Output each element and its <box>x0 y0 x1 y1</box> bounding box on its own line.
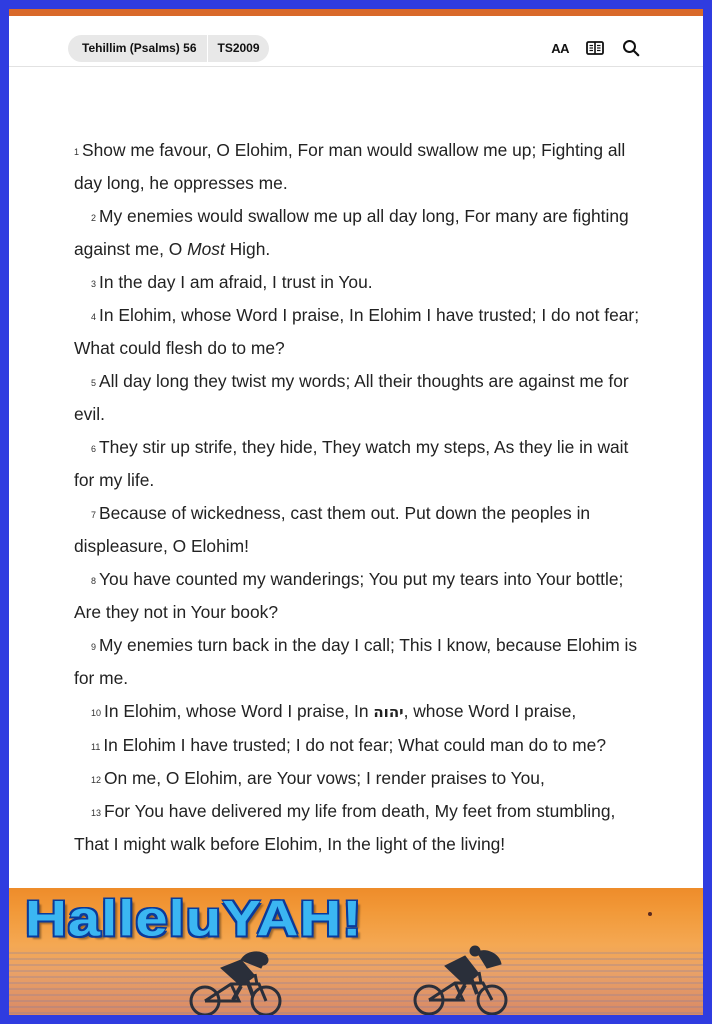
verse-number: 11 <box>91 742 101 752</box>
reference-pill <box>68 35 269 62</box>
halleluyah-banner <box>9 888 703 1015</box>
accent-strip <box>9 9 703 16</box>
verse-text: My enemies would swallow me up all day long, For many are fighting against me, O <box>74 206 629 259</box>
verse-text: High. <box>224 239 271 259</box>
verse-text: In Elohim, whose Word I praise, In <box>104 701 374 721</box>
verse <box>74 365 644 431</box>
verse-text: All day long they twist my words; All their thoughts are against me for evil. <box>74 371 629 424</box>
verse <box>74 795 644 861</box>
verse-number: 3 <box>91 279 97 289</box>
verse-number: 1 <box>74 147 80 157</box>
verse <box>74 629 644 695</box>
verse-text: Show me favour, O Elohim, For man would swallow me up; Fighting all day long, he oppresses me. <box>74 140 626 193</box>
verse-text: They stir up strife, they hide, They watch my steps, As they lie in wait for my life. <box>74 437 629 490</box>
verse-text: , whose Word I praise, <box>403 701 577 721</box>
verse-text: You have counted my wanderings; You put my tears into Your bottle; Are they not in Your book? <box>74 569 624 622</box>
toolbar-actions <box>551 38 641 58</box>
verse-number: 4 <box>91 312 97 322</box>
verse-number: 5 <box>91 378 97 388</box>
verse-italic-text: Most <box>187 239 225 259</box>
verse-text: On me, O Elohim, are Your vows; I render praises to You, <box>104 768 545 788</box>
divine-name: יהוה <box>373 703 404 721</box>
verse <box>74 497 644 563</box>
reader-frame <box>9 9 703 1015</box>
verse-text: My enemies turn back in the day I call; This I know, because Elohim is for me. <box>74 635 638 688</box>
text-size-icon[interactable]: AA <box>551 40 569 56</box>
verse <box>74 266 644 299</box>
reader-toolbar <box>9 16 703 67</box>
verse <box>74 695 644 729</box>
verse-number: 7 <box>91 510 97 520</box>
book-layout-icon[interactable] <box>585 38 605 58</box>
verse-text: In Elohim I have trusted; I do not fear; What could man do to me? <box>103 735 607 755</box>
verse-number: 8 <box>91 576 97 586</box>
verse-number: 13 <box>91 808 102 818</box>
verse-number: 6 <box>91 444 97 454</box>
verse-number: 12 <box>91 775 102 785</box>
verse <box>74 200 644 266</box>
verse <box>74 563 644 629</box>
verse-text: In the day I am afraid, I trust in You. <box>99 272 373 292</box>
book-chapter-button[interactable]: Tehillim (Psalms) 56 <box>68 35 208 62</box>
verse <box>74 299 644 365</box>
verse-text: In Elohim, whose Word I praise, In Elohim I have trusted; I do not fear; What could flesh do to me? <box>74 305 640 358</box>
verse-number: 10 <box>91 708 102 718</box>
verse <box>74 729 644 762</box>
search-icon[interactable] <box>621 38 641 58</box>
banner-title: HalleluYAH! <box>25 890 363 947</box>
verse-number: 2 <box>91 213 97 223</box>
verse-text: For You have delivered my life from death, My feet from stumbling, That I might walk before Elohim, In the light of the living! <box>74 801 616 854</box>
chapter-text <box>74 134 644 861</box>
version-button[interactable]: TS2009 <box>217 41 260 55</box>
verse-number: 9 <box>91 642 97 652</box>
verse-text: Because of wickedness, cast them out. Put down the peoples in displeasure, O Elohim! <box>74 503 591 556</box>
verse <box>74 431 644 497</box>
verse <box>74 134 644 200</box>
verse <box>74 762 644 795</box>
